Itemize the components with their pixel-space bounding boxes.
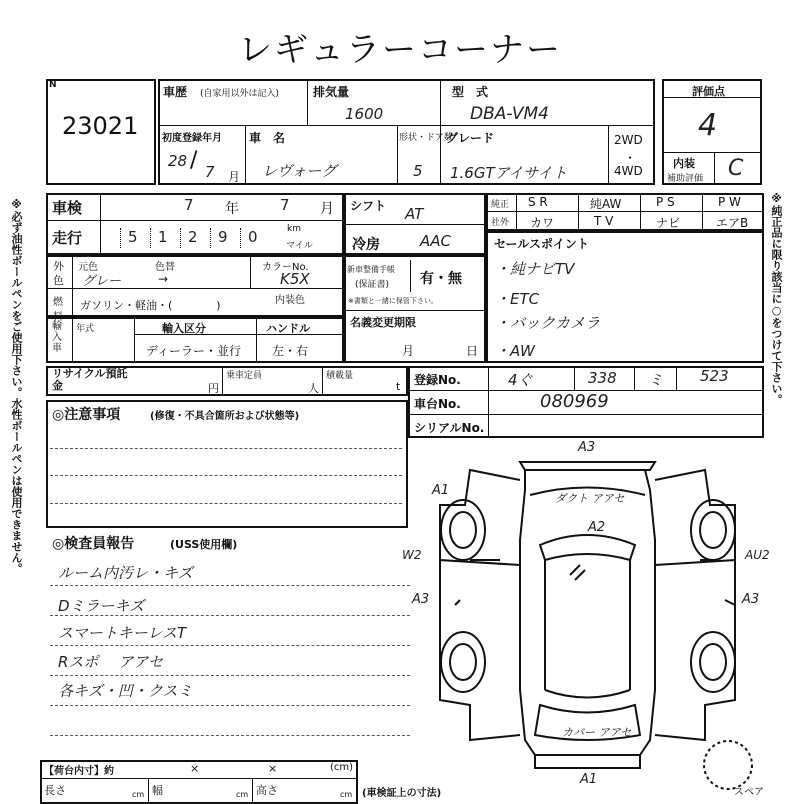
mileage-mile: マイル (286, 241, 313, 251)
equip-ps: P S (656, 195, 675, 209)
import-class-label: 輸入区分 (162, 322, 206, 335)
grade-value: 1.6GTアイサイト (450, 164, 568, 182)
load-label: 積載量 (326, 371, 354, 381)
equip-kawa: カワ (530, 216, 555, 230)
cargo-note: (車検証上の寸法) (362, 788, 442, 799)
inspector-line-5: 各キズ・凹・クスミ (58, 682, 193, 700)
aircon-label: 冷房 (352, 237, 380, 253)
inspector-label: ◎検査員報告 (52, 536, 135, 552)
sales-point-line-4: ・AW (495, 342, 535, 360)
right-note: ※純正品に限り該当に○をつけて下さい。 (770, 192, 783, 405)
handle-label: ハンドル (266, 322, 310, 335)
interior-value: C (728, 156, 744, 181)
inspector-line-2: Dミラーキズ (58, 597, 145, 615)
cargo-length: 長さ (44, 784, 66, 797)
shift-value: AT (405, 205, 424, 223)
color-change: 色替 (155, 262, 175, 273)
registration-part-3: ミ (648, 371, 664, 389)
serial-label: シリアルNo. (414, 421, 485, 435)
cargo-cm-3: cm (340, 790, 353, 799)
equip-tv: T V (594, 214, 614, 228)
chassis-value: 080969 (540, 391, 609, 412)
displacement-label: 排気量 (313, 85, 350, 99)
diagram-label-a3-left: A3 (412, 592, 430, 607)
nominee-label: 名義変更期限 (350, 316, 416, 329)
history-note: (自家用以外は記入) (200, 89, 280, 99)
divider (148, 778, 149, 804)
shift-label: シフト (350, 199, 387, 213)
left-note: ※必ず油性ボールペンをご使用下さい。水性ボールペンは使用できません。 (10, 198, 23, 574)
shaken-month-unit: 月 (320, 201, 334, 217)
inspector-line-1: ルーム内汚レ・キズ (58, 564, 193, 582)
first-reg-month: 7 (205, 163, 215, 181)
recycle-label: リサイクル預託金 (52, 367, 128, 392)
sales-point-label: セールスポイント (494, 237, 589, 251)
equipment-side-top: 純正 (491, 200, 510, 210)
handle-value: 左・右 (272, 344, 309, 358)
model-value: DBA-VM4 (470, 104, 549, 124)
inspector-line-3: スマートキーレスT (58, 624, 187, 642)
import-label: 輸入車 (52, 321, 62, 354)
sales-point-line-1: ・純ナビTV (495, 260, 575, 278)
aircon-value: AAC (420, 232, 451, 250)
equip-sr: S R (528, 195, 548, 209)
displacement-value: 1600 (345, 105, 384, 123)
mileage-digit: 1 (158, 228, 168, 246)
fuel-label: 燃料 (53, 297, 63, 323)
inspector-line-4: Rスポ アアセ (58, 653, 164, 671)
import-year: 年式 (76, 324, 95, 334)
wheel-front-left (441, 500, 485, 560)
wheel-rear-right (691, 632, 735, 692)
drive-dot: ・ (624, 151, 637, 165)
score-value: 4 (698, 108, 718, 143)
car-name-label: 車 名 (249, 131, 286, 145)
drive-2wd: 2WD (614, 133, 643, 147)
color-no-label: カラーNo. (262, 262, 309, 273)
color-label: 色 (53, 274, 64, 287)
cargo-x2: × (268, 762, 278, 775)
booklet-value: 有・無 (420, 271, 462, 287)
color-value: グレー (82, 274, 122, 289)
score-label: 評価点 (692, 85, 725, 98)
inspector-sub: (USS使用欄) (170, 538, 238, 551)
interior-color-label: 内装色 (275, 295, 305, 306)
nominee-month: 月 (402, 344, 415, 358)
equip-aw: 純AW (590, 197, 622, 211)
first-reg-label: 初度登録年月 (162, 133, 222, 144)
registration-part-1: 4ぐ (508, 371, 533, 389)
registration-part-4: 523 (700, 367, 729, 385)
color-arrow: → (158, 272, 169, 286)
diagram-label-cover: カバー アアセ (562, 726, 632, 739)
grade-label: グレード (446, 131, 495, 145)
registration-label: 登録No. (414, 373, 461, 387)
cargo-unit: (cm) (330, 762, 354, 773)
color-no-value: K5X (280, 270, 310, 288)
caution-label: ◎注意事項 (52, 407, 121, 423)
first-reg-year: 28 (168, 152, 188, 170)
equipment-side-bottom: 社外 (491, 218, 510, 228)
wheel-front-right (691, 500, 735, 560)
mileage-digit: 9 (218, 228, 228, 246)
page-title: レギュラーコーナー (238, 30, 562, 70)
diagram-label-au2: AU2 (745, 548, 770, 562)
capacity-unit: 人 (308, 382, 319, 395)
booklet-note: ※書類と一緒に保管下さい。 (348, 297, 438, 305)
sales-point-line-2: ・ETC (495, 290, 540, 308)
caution-sub: (修復・不具合箇所および状態等) (150, 411, 300, 422)
cargo-x1: × (190, 762, 200, 775)
shape-doors-label: 形状・ドア数 (399, 133, 453, 143)
first-reg-slash: / (190, 148, 198, 173)
mileage-km: km (287, 224, 301, 234)
capacity-label: 乗車定員 (226, 371, 263, 381)
equip-airbag: エアB (716, 216, 749, 230)
equip-pw: P W (718, 195, 741, 209)
model-label: 型 式 (452, 85, 489, 99)
recycle-unit: 円 (208, 382, 219, 395)
shaken-year-unit: 年 (225, 201, 239, 217)
booklet-label: 新車整備手帳 (347, 265, 395, 274)
wheel-rear-left (441, 632, 485, 692)
booklet-sub: (保証書) (355, 280, 390, 290)
diagram-label-a3-top: A3 (578, 440, 596, 455)
divider (252, 778, 253, 804)
shaken-year: 7 (184, 196, 194, 214)
cargo-cm-2: cm (236, 790, 249, 799)
lot-number: 23021 (62, 112, 139, 140)
diagram-label-a1-left: A1 (432, 483, 450, 498)
shaken-label: 車検 (52, 199, 83, 217)
mileage-digit: 2 (188, 228, 198, 246)
mileage-digit: 0 (248, 228, 258, 246)
chassis-label: 車台No. (414, 397, 461, 411)
cargo-cm-1: cm (132, 790, 145, 799)
color-outer-label: 外 (53, 260, 64, 273)
import-class-value: ディーラー・並行 (146, 344, 242, 358)
registration-part-2: 338 (588, 369, 617, 387)
car-name-value: レヴォーグ (262, 162, 337, 180)
interior-label: 内装 (673, 157, 695, 170)
equip-navi: ナビ (656, 216, 681, 230)
diagram-label-a2: A2 (588, 520, 606, 535)
diagram-label-w2: W2 (402, 548, 422, 562)
divider (40, 778, 358, 779)
spare-label: スペア (734, 787, 764, 798)
cargo-label: 【荷台内寸】約 (44, 766, 114, 777)
corner-mark: N (49, 80, 57, 90)
load-unit: t (396, 380, 401, 393)
diagram-label-duct: ダクト アアセ (555, 492, 625, 505)
first-reg-month-unit: 月 (228, 170, 241, 184)
mileage-digit: 5 (128, 228, 138, 246)
diagram-label-a1-bottom: A1 (580, 772, 598, 787)
nominee-day: 日 (466, 344, 479, 358)
drive-4wd: 4WD (614, 164, 643, 178)
sales-point-line-3: ・バックカメラ (495, 314, 601, 332)
cargo-width: 幅 (152, 784, 163, 797)
cargo-height: 高さ (256, 784, 278, 797)
history-label: 車歴 (163, 85, 188, 99)
mileage-label: 走行 (52, 229, 83, 247)
shape-doors-value: 5 (413, 162, 423, 180)
color-orig: 元色 (78, 262, 98, 273)
interior-sub: 補助評価 (667, 174, 704, 184)
fuel-value: ガソリン・軽油・( ) (80, 299, 221, 312)
shaken-month: 7 (280, 196, 290, 214)
diagram-label-a3-right: A3 (742, 592, 760, 607)
